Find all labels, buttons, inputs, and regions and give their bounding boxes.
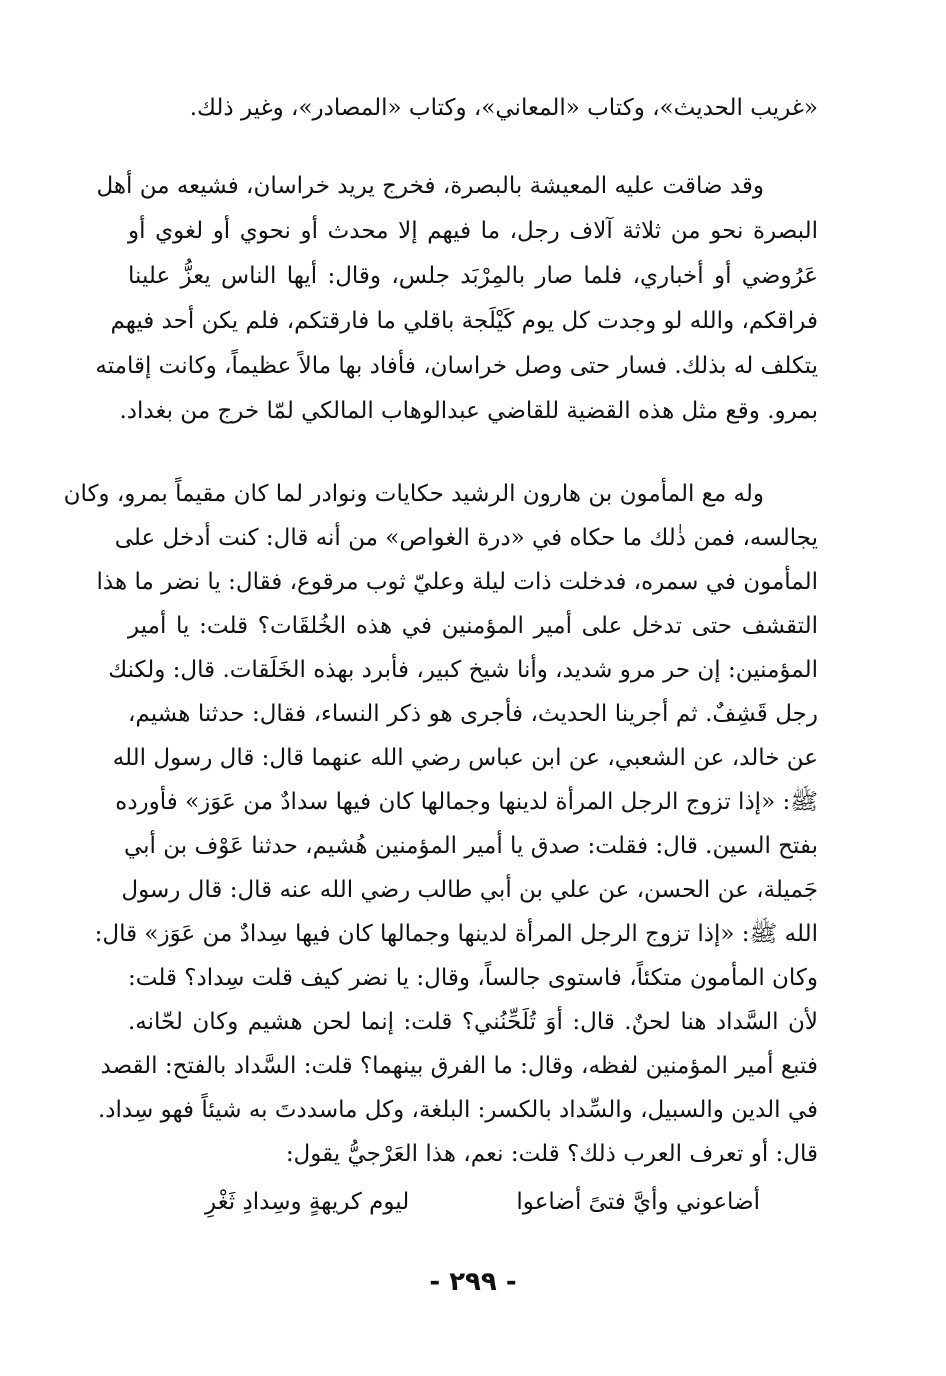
- paragraph-2-line-5: المؤمنين: إن حر مرو شديد، وأنا شيخ كبير، فأبرد بهذه الخَلَقات. قال: ولكنك: [108, 657, 818, 683]
- paragraph-2-line-1: وله مع المأمون بن هارون الرشيد حكايات ونوادر لما كان مقيماً بمرو، وكان: [63, 481, 764, 507]
- verse-first-hemistich: أضاعوني وأيَّ فتىً أضاعوا: [516, 1189, 760, 1215]
- paragraph-2-line-13: لأن السَّداد هنا لحنٌ. قال: أوَ تُلَحِّنُني؟ قلت: إنما لحن هشيم وكان لحّانه.: [128, 1009, 818, 1035]
- paragraph-2-line-7: عن خالد، عن الشعبي، عن ابن عباس رضي الله عنهما قال: قال رسول الله: [112, 745, 818, 771]
- page-number: - ٢٩٩ -: [429, 1267, 517, 1297]
- paragraph-2-line-3: المأمون في سمره، فدخلت ذات ليلة وعليّ ثوب مرقوع، فقال: يا نضر ما هذا: [96, 569, 818, 595]
- paragraph-2-line-14: فتبع أمير المؤمنين لفظه، وقال: ما الفرق بينهما؟ قلت: السَّداد بالفتح: القصد: [100, 1053, 818, 1079]
- paragraph-2-line-12: وكان المأمون متكئاً، فاستوى جالساً، وقال: يا نضر كيف قلت سِداد؟ قلت:: [128, 965, 818, 991]
- intro-line: «غريب الحديث»، وكتاب «المعاني»، وكتاب «المصادر»، وغير ذلك.: [189, 95, 818, 121]
- verse-second-hemistich: ليوم كريهةٍ وسِدادِ ثَغْرِ: [205, 1189, 410, 1215]
- paragraph-2-line-2: يجالسه، فمن ذٰلك ما حكاه في «درة الغواص» من أنه قال: كنت أدخل على: [114, 525, 818, 551]
- paragraph-2-line-4: التقشف حتى تدخل على أمير المؤمنين في هذه الخُلقَات؟ قلت: يا أمير: [128, 613, 819, 639]
- paragraph-1-line-6: بمرو. وقع مثل هذه القضية للقاضي عبدالوهاب المالكي لمّا خرج من بغداد.: [119, 398, 818, 424]
- paragraph-2-line-6: رجل قَشِفٌ. ثم أجرينا الحديث، فأجرى هو ذكر النساء، فقال: حدثنا هشيم،: [128, 701, 819, 727]
- paragraph-2-line-9: بفتح السين. قال: فقلت: صدق يا أمير المؤمنين هُشيم، حدثنا عَوْف بن أبي: [123, 833, 818, 859]
- paragraph-1-line-4: فراقكم، والله لو وجدت كل يوم كَيْلَجة باقلي ما فارقتكم، فلم يكن أحد فيهم: [110, 308, 818, 334]
- paragraph-2-line-16: قال: أو تعرف العرب ذلك؟ قلت: نعم، هذا العَرْجيُّ يقول:: [285, 1141, 818, 1167]
- paragraph-1-line-3: عَرُوضي أو أخباري، فلما صار بالمِرْبَد جلس، وقال: أيها الناس يعزُّ علينا: [128, 263, 818, 289]
- paragraph-1-line-5: يتكلف له بذلك. فسار حتى وصل خراسان، فأفاد بها مالاً عظيماً، وكانت إقامته: [95, 353, 818, 379]
- paragraph-1-line-1: وقد ضاقت عليه المعيشة بالبصرة، فخرج يريد خراسان، فشيعه من أهل: [96, 173, 764, 199]
- paragraph-2-line-11: الله ﷺ: «إذا تزوج الرجل المرأة لدينها وجمالها كان فيها سِدادٌ من عَوَز» قال:: [94, 921, 818, 947]
- paragraph-2-line-10: جَميلة، عن الحسن، عن علي بن أبي طالب رضي الله عنه قال: قال رسول: [121, 877, 818, 903]
- paragraph-1-line-2: البصرة نحو من ثلاثة آلاف رجل، ما فيهم إلا محدث أو نحوي أو لغوي أو: [128, 218, 818, 244]
- paragraph-2-line-8: ﷺ: «إذا تزوج الرجل المرأة لدينها وجمالها كان فيها سدادٌ من عَوَز» فأورده: [115, 789, 818, 815]
- paragraph-2-line-15: في الدين والسبيل، والسِّداد بالكسر: البلغة، وكل ماسددتَ به شيئاً فهو سِداد.: [97, 1097, 818, 1123]
